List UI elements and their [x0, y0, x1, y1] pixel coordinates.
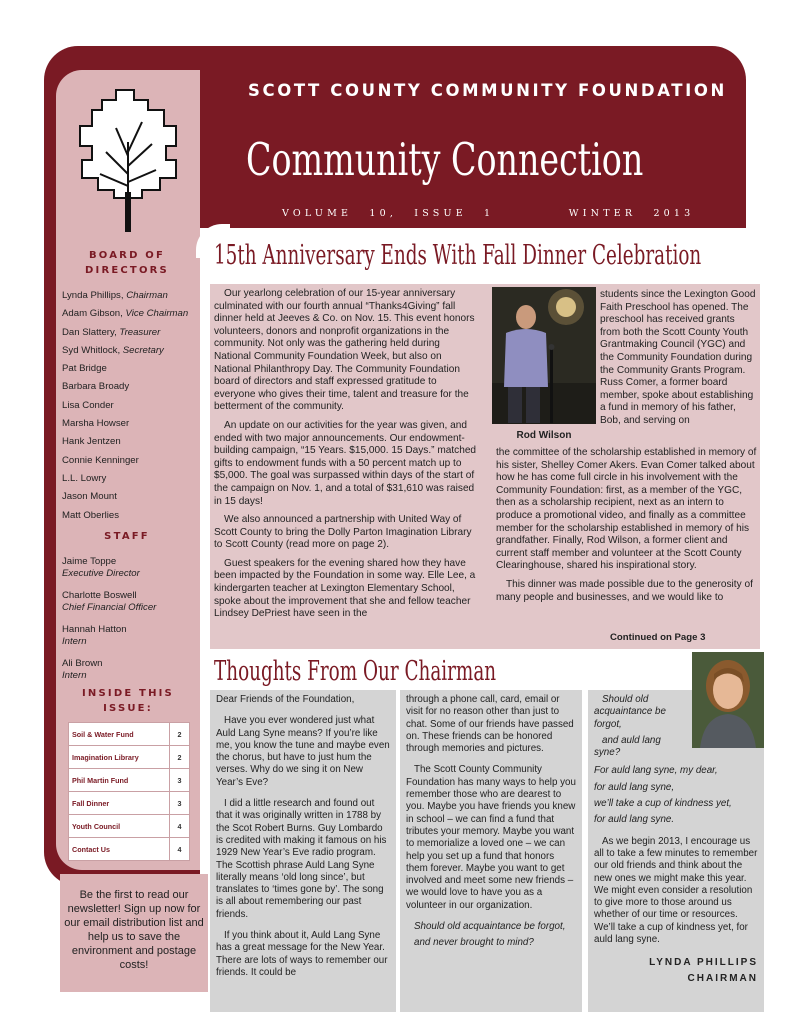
letter-greeting: Dear Friends of the Foundation,: [216, 694, 355, 705]
board-member: [62, 307, 198, 325]
board-member: [62, 362, 198, 380]
article-paragraph: Guest speakers for the evening shared how they have been impacted by the Foundation in some way. Elle Lee, a kindergarten teacher at Lexington Elementary School, spoke about the improvement that she and fellow teacher Lindsey DePriest have seen in the: [214, 557, 476, 620]
board-member-role: Chairman: [126, 290, 168, 301]
board-member: [62, 289, 198, 307]
chairman-column-1: [210, 690, 396, 1012]
inside-heading: INSIDE THIS ISSUE:: [82, 688, 174, 714]
rod-wilson-photo: [492, 287, 596, 424]
article-paragraph: the committee of the scholarship established in memory of his sister, Shelley Comer Akers. Evan Comer talked about how he has come full circle in his involvement with the Community Foundation: first, as a member of the YGC, then as a scholarship recipient, next as an intern to produce a promotional video, and finally as a committee member for the scholarship established in memory of his grandfather. Finally, Rod Wilson, a former client and current staff member and volunteer at the Scott County Clearinghouse, shared his inspirational story.: [496, 447, 757, 572]
lyric-line: we’ll take a cup of kindness yet,: [594, 798, 732, 810]
staff-member: [62, 590, 198, 614]
letter-paragraph: through a phone call, card, email or visit for no reason other than just to chat. Some of our friends have passed on. These friends can be honored through memories and pictures.: [406, 694, 574, 755]
board-member-name: Adam Gibson,: [62, 308, 126, 320]
staff-member-name: Hannah Hatton: [62, 624, 127, 635]
letter-closing: As we begin 2013, I encourage us all to take a few minutes to remember our old friends and think about the new ones we might make this year. We might even consider a resolution to give more to those around us whether of our time or resources. We’ll take a cup of kindness yet, for auld lang syne.: [594, 835, 758, 946]
board-member: [62, 399, 198, 417]
board-member: [62, 509, 198, 527]
inside-issue-label: Contact Us: [69, 838, 170, 861]
staff-member: [62, 624, 198, 648]
article-left-column: [214, 288, 479, 627]
letter-paragraph: The Scott County Community Foundation has many ways to help you remember those who are dearest to you. Maybe you have friends you knew in school – we can find a fund that tributes your memory. Maybe you want to memorialize a loved one – we can help you set up a fund that honors them forever. Maybe you want to get involved and meet some new friends – we would love to have you as a volunteer in our organization.: [406, 764, 576, 911]
board-member: [62, 380, 198, 398]
organization-name: SCOTT COUNTY COMMUNITY FOUNDATION: [248, 81, 727, 100]
volume-issue: VOLUME 10, ISSUE 1: [282, 208, 495, 219]
inside-issue-page: 4: [170, 815, 190, 838]
board-member-name: Pat Bridge: [62, 363, 107, 375]
article-paragraph: An update on our activities for the year was given, and ended with two major announcements. Our endowment-building campaign, “15 Years. $15,000. 15 Days.” matched gifts to endowment funds with a 50 percent match up to $5,000. The goal was surpassed within days of the start of the campaign on Nov. 1, and a total of $31,610 was raised in 15 days!: [214, 419, 477, 507]
issue-line: [282, 208, 694, 219]
staff-member-name: Ali Brown: [62, 658, 103, 669]
tree-logo-icon: [72, 82, 184, 232]
staff-member: [62, 658, 198, 682]
board-member-name: Lisa Conder: [62, 399, 114, 411]
inside-issue-page: 2: [170, 746, 190, 769]
staff-member-role: Intern: [62, 636, 87, 647]
newsletter-signup-promo: Be the first to read our newsletter! Sign up now for our email distribution list and help us to save the environment and postage costs!: [60, 874, 208, 992]
board-member: [62, 344, 198, 362]
board-member: [62, 435, 198, 453]
board-member-name: Lynda Phillips,: [62, 290, 127, 301]
inside-issue-label: Imagination Library: [69, 746, 170, 769]
inside-issue-table: [68, 722, 190, 861]
lyric-line: and auld lang syne?: [594, 734, 661, 759]
chairman-photo: [692, 652, 764, 748]
board-member-name: Connie Kenninger: [62, 454, 139, 466]
board-heading: BOARD OF DIRECTORS: [85, 250, 169, 276]
inside-issue-label: Phil Martin Fund: [69, 769, 170, 792]
inside-issue-row: [69, 746, 190, 769]
article-headline: 15th Anniversary Ends With Fall Dinner Celebration: [214, 240, 702, 271]
staff-member-role: Chief Financial Officer: [62, 602, 157, 613]
lyric-line: Should old acquaintance be forgot,: [594, 694, 666, 730]
inside-issue-page: 2: [170, 723, 190, 746]
inside-issue-row: [69, 815, 190, 838]
inside-issue-label: Youth Council: [69, 815, 170, 838]
inside-issue-page: 4: [170, 838, 190, 861]
letter-paragraph: If you think about it, Auld Lang Syne has a great message for the New Year. There are lots of ways to remember our friends. It could be: [216, 930, 388, 978]
lyric-line: For auld lang syne, my dear,: [594, 765, 718, 777]
letter-paragraph: I did a little research and found out that it was originally written in 1788 by the Scot Robert Burns. Guy Lombardo is credited with making it famous on his 1929 New Year’s Eve radio program. The Scottish phrase Auld Lang Syne literally means ‘old long since’, but translates to ‘times gone by’. The song is all about remembering our past friends.: [216, 798, 387, 920]
chairman-column-2: [400, 690, 582, 1012]
photo-caption: Rod Wilson: [516, 430, 572, 441]
season-label: WINTER 2013: [568, 208, 695, 219]
board-member-name: Syd Whitlock,: [62, 344, 123, 356]
continued-link: Continued on Page 3: [610, 632, 706, 643]
board-member-name: Marsha Howser: [62, 418, 130, 430]
signature-title: CHAIRMAN: [687, 973, 758, 985]
chairman-headline: Thoughts From Our Chairman: [214, 656, 497, 687]
board-member-role: Secretary: [122, 344, 164, 356]
board-member-name: Hank Jentzen: [62, 436, 121, 448]
staff-member-name: Charlotte Boswell: [62, 590, 137, 601]
staff-member-name: Jaime Toppe: [62, 556, 117, 567]
board-member: [62, 490, 198, 508]
inside-issue-row: [69, 792, 190, 815]
board-member-name: L.L. Lowry: [62, 472, 107, 484]
signature-name: LYNDA PHILLIPS: [649, 957, 758, 969]
board-member-name: Dan Slattery,: [62, 326, 120, 338]
article-paragraph: We also announced a partnership with United Way of Scott County to bring the Dolly Parton Imagination Library to Scott County (read more on page 2).: [214, 514, 472, 551]
lyric-line: for auld lang syne,: [594, 781, 675, 793]
board-member-name: Barbara Broady: [62, 381, 130, 393]
lyric-line: Should old acquaintance be forgot,: [414, 921, 566, 933]
newsletter-title: Community Connection: [246, 133, 644, 186]
staff-list: [62, 556, 198, 692]
board-member-name: Matt Oberlies: [62, 509, 120, 521]
staff-member-role: Intern: [62, 670, 87, 681]
article-right-column-top: students since the Lexington Good Faith Preschool has opened. The preschool has received grants from both the Scott County Youth Grantmaking Council (YGC) and the Community Foundation during the Community Grants Program. Russ Comer, a former board member, spoke about establishing a fund in memory of his father, Bob, and serving on: [600, 289, 756, 426]
board-list: [62, 289, 198, 527]
article-paragraph: This dinner was made possible due to the generosity of many people and businesses, and we would like to: [496, 578, 753, 603]
inside-issue-row: [69, 838, 190, 861]
board-member: [62, 417, 198, 435]
inside-issue-label: Soil & Water Fund: [69, 723, 170, 746]
lyric-line: and never brought to mind?: [414, 937, 534, 949]
article-right-column-bottom: [496, 447, 758, 610]
letter-paragraph: Have you ever wondered just what Auld Lang Syne means? If you’re like me, you know the tune and maybe even the chorus, but have to just hum the verses. Why do we sing it on New Year’s Eve?: [216, 715, 390, 788]
board-member-role: Treasurer: [119, 326, 161, 338]
staff-heading: STAFF: [104, 531, 150, 542]
board-member: [62, 454, 198, 472]
inside-issue-page: 3: [170, 769, 190, 792]
board-member-name: Jason Mount: [62, 491, 117, 503]
inside-issue-label: Fall Dinner: [69, 792, 170, 815]
board-member: [62, 326, 198, 344]
inside-issue-page: 3: [170, 792, 190, 815]
inside-issue-row: [69, 723, 190, 746]
staff-member-role: Executive Director: [62, 568, 140, 579]
article-paragraph: Our yearlong celebration of our 15-year anniversary culminated with our fourth annual “Thanks4Giving” fall dinner held at Jeeves & Co. on Nov. 15. This event honors volunteers, donors and nonprofit organizations in the community. Not only was the gathering held during National Community Foundation Week, but also on National Philanthropy Day. The Community Foundation board of directors and staff expressed gratitude to everyone who gives their time, talent and treasure for the betterment of the community.: [214, 288, 475, 413]
inside-issue-row: [69, 769, 190, 792]
board-member: [62, 472, 198, 490]
board-member-role: Vice Chairman: [125, 308, 189, 320]
lyric-line: for auld lang syne.: [594, 814, 675, 826]
staff-member: [62, 556, 198, 580]
